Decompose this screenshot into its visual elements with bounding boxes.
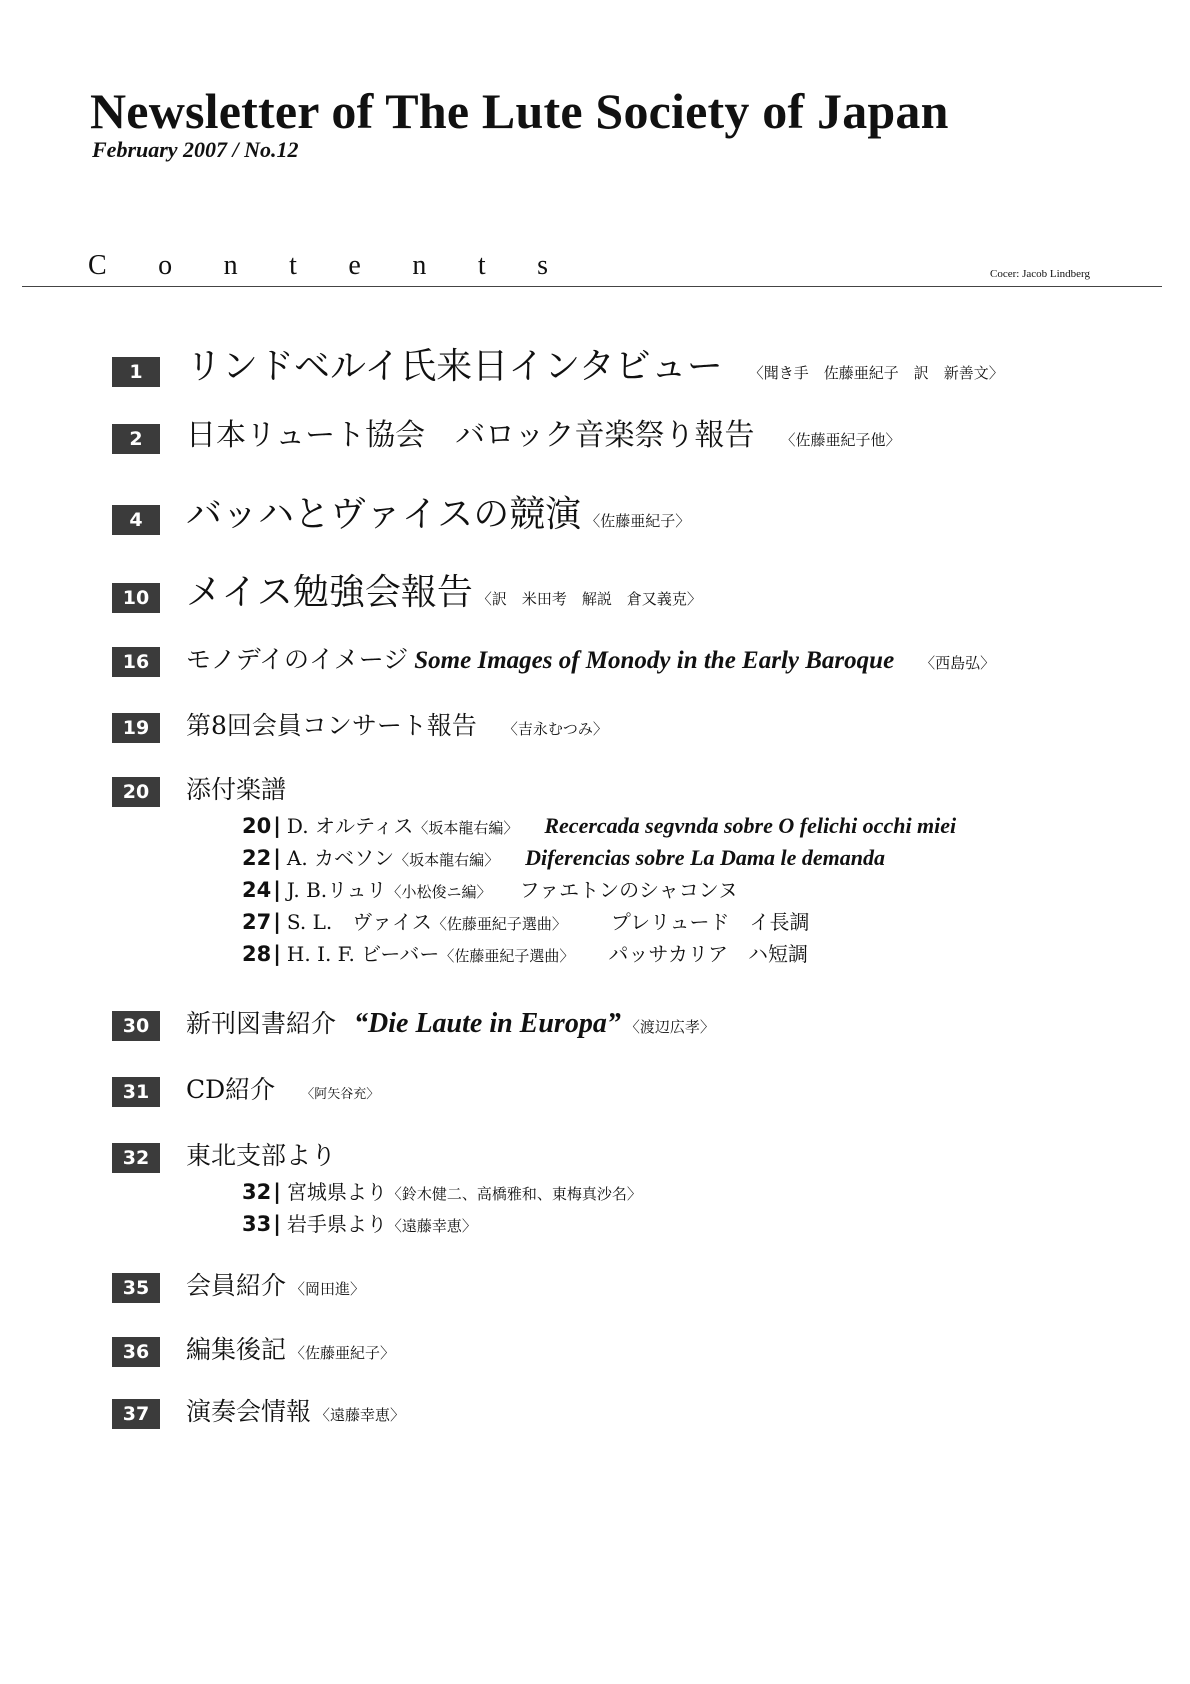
subitem-page: 22 — [242, 846, 272, 870]
page-number-badge: 20 — [112, 777, 160, 807]
subitem-separator: | — [273, 814, 281, 838]
contents-letter: n — [223, 250, 238, 281]
page-number-badge: 30 — [112, 1011, 160, 1041]
subitem-work: Diferencias sobre La Dama le demanda — [525, 845, 885, 870]
toc-entry[interactable] — [112, 1136, 336, 1173]
toc-subitem[interactable] — [242, 1208, 477, 1237]
toc-subitem[interactable] — [242, 810, 956, 839]
contents-letter: t — [477, 250, 486, 281]
subitem-separator: | — [273, 910, 281, 934]
subitem-page: 28 — [242, 942, 272, 966]
toc-entry[interactable] — [112, 338, 1004, 389]
toc-title: 添付楽譜 — [186, 775, 287, 804]
page-number-badge: 31 — [112, 1077, 160, 1107]
cover-credit: Cocer: Jacob Lindberg — [990, 268, 1090, 280]
contents-letter: o — [158, 250, 173, 281]
toc-credit: 〈岡田進〉 — [290, 1280, 366, 1298]
toc-title: バッハとヴァイスの競演 — [186, 494, 582, 535]
toc-title: 第8回会員コンサート報告 — [186, 711, 477, 740]
toc-credit: 〈佐藤亜紀子他〉 — [780, 431, 901, 449]
subitem-credit: 〈遠藤幸恵〉 — [386, 1217, 477, 1235]
subitem-separator: | — [273, 942, 281, 966]
subitem-composer: J. B.リュリ — [286, 878, 387, 902]
page-number-badge: 2 — [112, 424, 160, 454]
contents-letter: e — [348, 250, 361, 281]
toc-title: メイス勉強会報告 — [186, 572, 473, 613]
toc-entry[interactable] — [112, 564, 702, 615]
toc-credit: 〈聞き手 佐藤亜紀子 訳 新善文〉 — [748, 364, 1004, 382]
subitem-page: 32 — [242, 1180, 272, 1204]
toc-entry[interactable] — [112, 1266, 365, 1303]
toc-title: CD紹介 — [186, 1075, 276, 1104]
page-number-badge: 4 — [112, 505, 160, 535]
subitem-credit: 〈小松俊ニ編〉 — [386, 883, 492, 901]
subitem-text: 岩手県より — [286, 1212, 387, 1236]
toc-subitem[interactable] — [242, 1176, 642, 1205]
subitem-separator: | — [273, 878, 281, 902]
toc-entry[interactable] — [112, 706, 608, 743]
toc-title: 新刊図書紹介 — [186, 1009, 337, 1038]
toc-entry[interactable] — [112, 1004, 715, 1041]
toc-title: 東北支部より — [186, 1141, 337, 1170]
toc-entry[interactable] — [112, 486, 690, 537]
toc-title: 日本リュート協会 バロック音楽祭り報告 — [186, 418, 755, 453]
subitem-work: パッサカリア ハ短調 — [608, 942, 808, 966]
toc-credit: 〈吉永むつみ〉 — [502, 720, 608, 738]
subitem-composer: A. カベソン — [286, 846, 395, 870]
subitem-composer: H. I. F. ビーバー — [286, 942, 440, 966]
header-divider — [22, 286, 1162, 287]
toc-subitem[interactable] — [242, 842, 885, 871]
subitem-page: 27 — [242, 910, 272, 934]
subitem-composer: S. L. ヴァイス — [286, 910, 432, 934]
page-number-badge: 19 — [112, 713, 160, 743]
toc-title: リンドベルイ氏来日インタビュー — [186, 346, 723, 387]
page-number-badge: 10 — [112, 583, 160, 613]
subitem-credit: 〈坂本龍右編〉 — [413, 819, 519, 837]
contents-letter: t — [289, 250, 297, 281]
page-number-badge: 36 — [112, 1337, 160, 1367]
page-number-badge: 1 — [112, 357, 160, 387]
issue-date: February 2007 / No.12 — [92, 137, 299, 162]
subitem-separator: | — [273, 846, 281, 870]
toc-entry[interactable] — [112, 410, 901, 454]
toc-entry[interactable] — [112, 1330, 395, 1367]
toc-title: 会員紹介 — [186, 1271, 287, 1300]
toc-credit: 〈佐藤亜紀子〉 — [290, 1344, 396, 1362]
page-number-badge: 35 — [112, 1273, 160, 1303]
toc-credit: 〈佐藤亜紀子〉 — [585, 512, 691, 530]
toc-english-subtitle: Some Images of Monody in the Early Baroque — [414, 647, 895, 674]
toc-title: モノデイのイメージ — [186, 645, 409, 674]
subitem-separator: | — [273, 1212, 281, 1236]
toc-credit: 〈西島弘〉 — [920, 654, 996, 672]
toc-title: 演奏会情報 — [186, 1397, 312, 1426]
newsletter-title: Newsletter of The Lute Society of Japan — [90, 83, 949, 139]
contents-heading — [88, 250, 548, 282]
page-number-badge: 16 — [112, 647, 160, 677]
subitem-page: 20 — [242, 814, 272, 838]
toc-subitem[interactable] — [242, 874, 738, 903]
subitem-work: Recercada segvnda sobre O felichi occhi miei — [544, 813, 957, 838]
subitem-composer: D. オルティス — [286, 814, 414, 838]
page-number-badge: 32 — [112, 1143, 160, 1173]
toc-credit: 〈渡辺広孝〉 — [624, 1018, 715, 1036]
subitem-credit: 〈鈴木健二、高橋雅和、東梅真沙名〉 — [386, 1185, 642, 1203]
subitem-separator: | — [273, 1180, 281, 1204]
subitem-page: 33 — [242, 1212, 272, 1236]
toc-credit: 〈遠藤幸恵〉 — [315, 1406, 406, 1424]
subitem-page: 24 — [242, 878, 272, 902]
contents-letter: n — [412, 250, 427, 281]
subitem-work: プレリュード イ長調 — [610, 910, 810, 934]
toc-title: 編集後記 — [186, 1335, 287, 1364]
toc-entry[interactable] — [112, 1070, 379, 1107]
contents-letter: C — [88, 250, 107, 281]
toc-entry[interactable] — [112, 640, 995, 677]
subitem-work: ファエトンのシャコンヌ — [519, 878, 738, 902]
page-number-badge: 37 — [112, 1399, 160, 1429]
toc-subitem[interactable] — [242, 906, 809, 935]
contents-letter: s — [537, 250, 548, 281]
subitem-credit: 〈佐藤亜紀子選曲〉 — [431, 915, 567, 933]
toc-entry[interactable] — [112, 1392, 405, 1429]
toc-entry[interactable] — [112, 770, 286, 807]
subitem-credit: 〈坂本龍右編〉 — [394, 851, 500, 869]
toc-english-subtitle: “Die Laute in Europa” — [354, 1008, 621, 1039]
subitem-credit: 〈佐藤亜紀子選曲〉 — [439, 947, 575, 965]
toc-credit: 〈阿矢谷充〉 — [301, 1087, 380, 1102]
toc-subitem[interactable] — [242, 938, 808, 967]
subitem-text: 宮城県より — [286, 1180, 387, 1204]
toc-credit: 〈訳 米田考 解説 倉又義克〉 — [476, 590, 702, 608]
